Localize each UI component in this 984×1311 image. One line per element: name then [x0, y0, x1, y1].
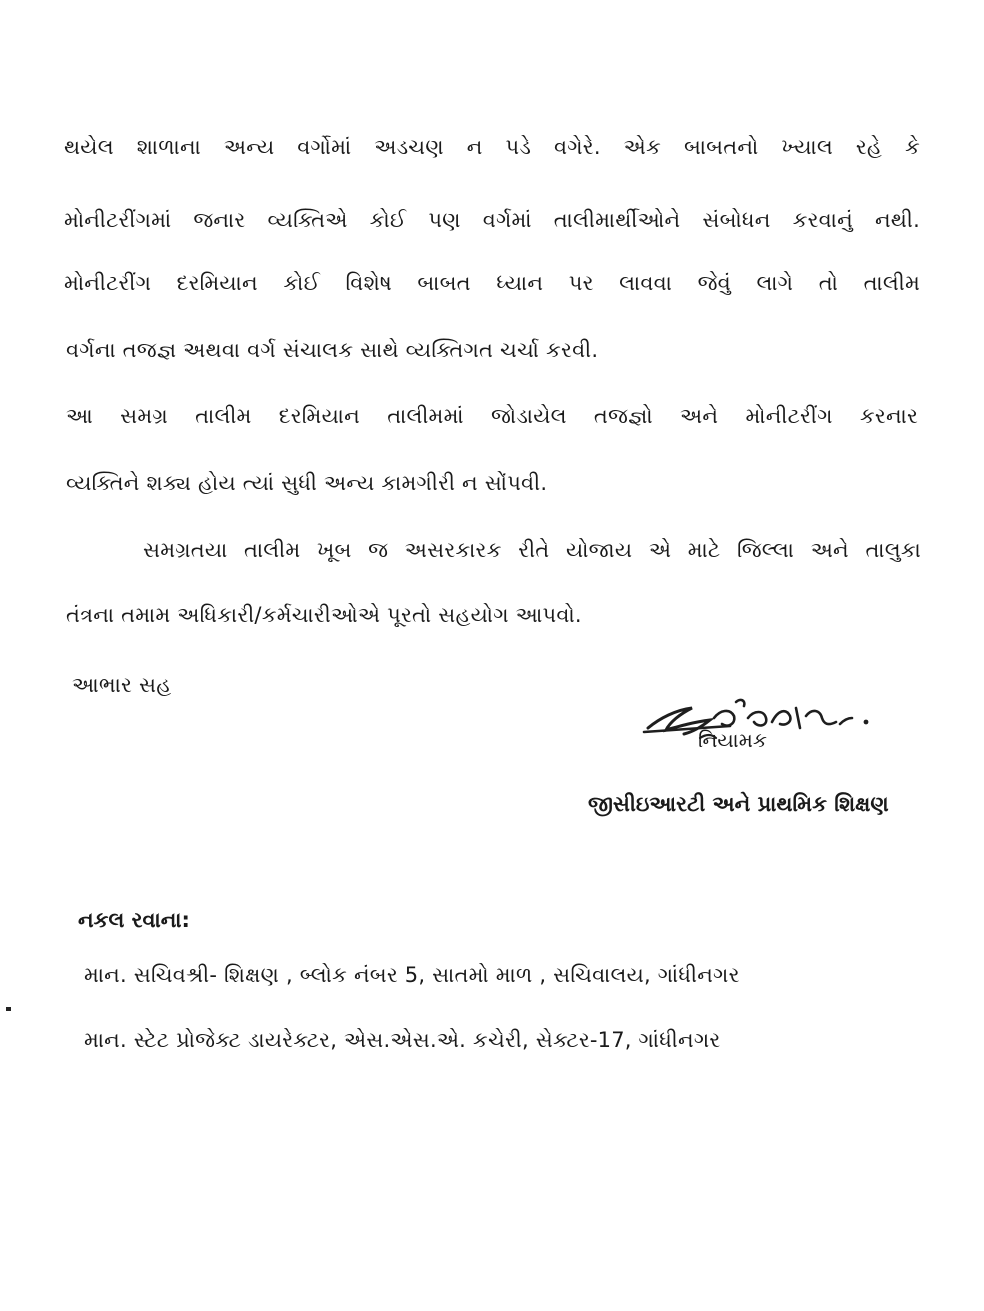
copy-recipient: માન. સ્ટેટ પ્રોજેક્ટ ડાયરેક્ટર, એસ.એસ.એ. કચેરી, સેક્ટર-17, ગાંધીનગર	[84, 1028, 721, 1052]
copy-recipient: માન. સચિવશ્રી- શિક્ષણ , બ્લોક નંબર 5, સાતમો માળ , સચિવાલય, ગાંધીનગર	[84, 963, 740, 987]
body-line-2: મોનીટરીંગમાં જનાર વ્યક્તિએ કોઈ પણ વર્ગમાં તાલીમાર્થીઓને સંબોધન કરવાનું નથી.	[64, 208, 920, 232]
signatory-designation: નિયામક	[698, 728, 767, 752]
body-line-1: થયેલ શાળાના અન્ય વર્ગોમાં અડચણ ન પડે વગેરે. એક બાબતનો ખ્યાલ રહે કે	[64, 135, 920, 159]
body-line-8: તંત્રના તમામ અધિકારી/કર્મચારીઓએ પૂરતો સહયોગ આપવો.	[66, 603, 582, 627]
signatory-office: જીસીઇઆરટી અને પ્રાથમિક શિક્ષણ	[588, 792, 889, 816]
copy-to-heading: નકલ રવાના:	[78, 908, 190, 932]
body-line-5: આ સમગ્ર તાલીમ દરમિયાન તાલીમમાં જોડાયેલ તજજ્ઞો અને મોનીટરીંગ કરનાર	[66, 404, 918, 428]
closing-text: આભાર સહ	[72, 673, 172, 697]
body-line-3: મોનીટરીંગ દરમિયાન કોઈ વિશેષ બાબત ધ્યાન પર લાવવા જેવું લાગે તો તાલીમ	[64, 271, 920, 295]
body-line-6: વ્યક્તિને શક્ય હોય ત્યાં સુધી અન્ય કામગીરી ન સોંપવી.	[66, 471, 548, 495]
scan-mark	[6, 1007, 11, 1011]
body-line-4: વર્ગના તજજ્ઞ અથવા વર્ગ સંચાલક સાથે વ્યક્તિગત ચર્ચા કરવી.	[66, 338, 599, 362]
body-line-7: સમગ્રતયા તાલીમ ખૂબ જ અસરકારક રીતે યોજાય એ માટે જિલ્લા અને તાલુકા	[143, 538, 921, 562]
